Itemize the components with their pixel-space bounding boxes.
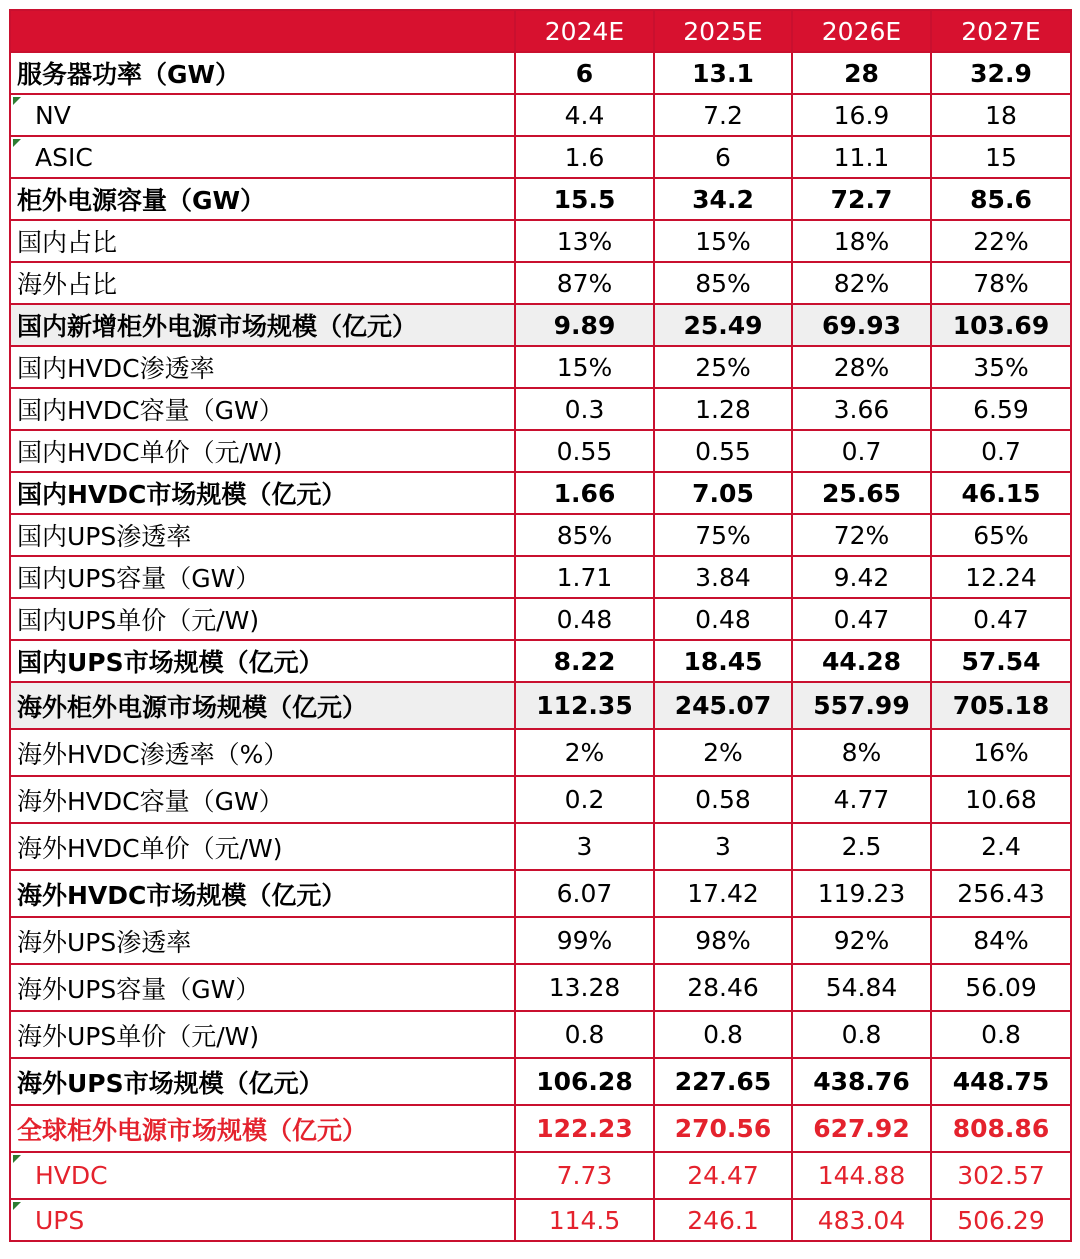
year-header-cell: 2027E [931, 10, 1071, 52]
value-cell: 9.89 [515, 304, 654, 346]
value-cell: 15% [654, 220, 792, 262]
row-label: 国内UPS容量（GW） [10, 556, 515, 598]
value-cell: 3 [654, 823, 792, 870]
value-cell: 65% [931, 514, 1071, 556]
value-cell: 0.8 [515, 1011, 654, 1058]
table-row [10, 220, 1071, 262]
row-label: 海外UPS单价（元/W) [10, 1011, 515, 1058]
value-cell: 92% [792, 917, 931, 964]
value-cell: 246.1 [654, 1199, 792, 1241]
table-row [10, 823, 1071, 870]
table-row [10, 472, 1071, 514]
value-cell: 0.7 [792, 430, 931, 472]
value-cell: 15.5 [515, 178, 654, 220]
value-cell: 12.24 [931, 556, 1071, 598]
row-label: 服务器功率（GW） [10, 52, 515, 94]
row-label: 海外HVDC容量（GW） [10, 776, 515, 823]
value-cell: 6.07 [515, 870, 654, 917]
value-cell: 144.88 [792, 1152, 931, 1199]
value-cell: 7.05 [654, 472, 792, 514]
value-cell: 13% [515, 220, 654, 262]
header-corner-cell [10, 10, 515, 52]
value-cell: 15% [515, 346, 654, 388]
value-cell: 9.42 [792, 556, 931, 598]
row-label: 国内UPS渗透率 [10, 514, 515, 556]
value-cell: 114.5 [515, 1199, 654, 1241]
value-cell: 0.55 [515, 430, 654, 472]
value-cell: 1.28 [654, 388, 792, 430]
row-label: 全球柜外电源市场规模（亿元） [10, 1105, 515, 1152]
row-label: 海外HVDC渗透率（%） [10, 729, 515, 776]
table-row [10, 1011, 1071, 1058]
value-cell: 72.7 [792, 178, 931, 220]
value-cell: 0.7 [931, 430, 1071, 472]
table-row [10, 304, 1071, 346]
value-cell: 112.35 [515, 682, 654, 729]
value-cell: 0.55 [654, 430, 792, 472]
value-cell: 227.65 [654, 1058, 792, 1105]
value-cell: 0.8 [792, 1011, 931, 1058]
row-label: HVDC [10, 1152, 515, 1199]
value-cell: 0.47 [792, 598, 931, 640]
value-cell: 2% [654, 729, 792, 776]
value-cell: 2% [515, 729, 654, 776]
value-cell: 54.84 [792, 964, 931, 1011]
row-label: 国内UPS市场规模（亿元） [10, 640, 515, 682]
year-header-cell: 2025E [654, 10, 792, 52]
value-cell: 16.9 [792, 94, 931, 136]
value-cell: 0.8 [654, 1011, 792, 1058]
value-cell: 16% [931, 729, 1071, 776]
value-cell: 0.8 [931, 1011, 1071, 1058]
value-cell: 3.84 [654, 556, 792, 598]
value-cell: 84% [931, 917, 1071, 964]
table-row [10, 640, 1071, 682]
value-cell: 448.75 [931, 1058, 1071, 1105]
value-cell: 85% [515, 514, 654, 556]
value-cell: 106.28 [515, 1058, 654, 1105]
value-cell: 87% [515, 262, 654, 304]
table-row [10, 262, 1071, 304]
value-cell: 11.1 [792, 136, 931, 178]
value-cell: 270.56 [654, 1105, 792, 1152]
value-cell: 72% [792, 514, 931, 556]
value-cell: 6 [654, 136, 792, 178]
value-cell: 8% [792, 729, 931, 776]
year-header-cell: 2026E [792, 10, 931, 52]
table-row [10, 1058, 1071, 1105]
table-row [10, 430, 1071, 472]
row-label: 海外占比 [10, 262, 515, 304]
value-cell: 32.9 [931, 52, 1071, 94]
table-row [10, 598, 1071, 640]
table-row [10, 556, 1071, 598]
value-cell: 256.43 [931, 870, 1071, 917]
value-cell: 46.15 [931, 472, 1071, 514]
value-cell: 1.66 [515, 472, 654, 514]
value-cell: 99% [515, 917, 654, 964]
header-row [10, 10, 1071, 52]
value-cell: 0.47 [931, 598, 1071, 640]
value-cell: 483.04 [792, 1199, 931, 1241]
value-cell: 82% [792, 262, 931, 304]
table-row [10, 917, 1071, 964]
value-cell: 13.1 [654, 52, 792, 94]
value-cell: 7.2 [654, 94, 792, 136]
value-cell: 75% [654, 514, 792, 556]
table-row [10, 514, 1071, 556]
row-label: 国内HVDC渗透率 [10, 346, 515, 388]
row-label: 柜外电源容量（GW） [10, 178, 515, 220]
row-label: ASIC [10, 136, 515, 178]
row-label: 海外UPS市场规模（亿元） [10, 1058, 515, 1105]
value-cell: 28.46 [654, 964, 792, 1011]
value-cell: 8.22 [515, 640, 654, 682]
row-label: 海外柜外电源市场规模（亿元） [10, 682, 515, 729]
value-cell: 1.71 [515, 556, 654, 598]
value-cell: 506.29 [931, 1199, 1071, 1241]
table-row [10, 388, 1071, 430]
row-label: 国内HVDC容量（GW） [10, 388, 515, 430]
value-cell: 24.47 [654, 1152, 792, 1199]
value-cell: 44.28 [792, 640, 931, 682]
value-cell: 3 [515, 823, 654, 870]
value-cell: 35% [931, 346, 1071, 388]
row-label: NV [10, 94, 515, 136]
value-cell: 6 [515, 52, 654, 94]
value-cell: 6.59 [931, 388, 1071, 430]
table-row [10, 1152, 1071, 1199]
value-cell: 78% [931, 262, 1071, 304]
table-row [10, 52, 1071, 94]
value-cell: 4.4 [515, 94, 654, 136]
value-cell: 25.65 [792, 472, 931, 514]
value-cell: 438.76 [792, 1058, 931, 1105]
value-cell: 0.48 [515, 598, 654, 640]
value-cell: 2.5 [792, 823, 931, 870]
table-row [10, 136, 1071, 178]
value-cell: 69.93 [792, 304, 931, 346]
row-label: 海外UPS容量（GW） [10, 964, 515, 1011]
value-cell: 28 [792, 52, 931, 94]
row-label: 海外UPS渗透率 [10, 917, 515, 964]
value-cell: 18% [792, 220, 931, 262]
market-size-table [9, 9, 1072, 1242]
value-cell: 103.69 [931, 304, 1071, 346]
value-cell: 3.66 [792, 388, 931, 430]
table-row [10, 1199, 1071, 1241]
value-cell: 557.99 [792, 682, 931, 729]
value-cell: 1.6 [515, 136, 654, 178]
value-cell: 18 [931, 94, 1071, 136]
value-cell: 119.23 [792, 870, 931, 917]
value-cell: 13.28 [515, 964, 654, 1011]
value-cell: 0.58 [654, 776, 792, 823]
row-label: UPS [10, 1199, 515, 1241]
value-cell: 28% [792, 346, 931, 388]
value-cell: 705.18 [931, 682, 1071, 729]
value-cell: 2.4 [931, 823, 1071, 870]
table-row [10, 964, 1071, 1011]
table-row [10, 729, 1071, 776]
value-cell: 7.73 [515, 1152, 654, 1199]
value-cell: 0.48 [654, 598, 792, 640]
row-label: 国内UPS单价（元/W) [10, 598, 515, 640]
value-cell: 245.07 [654, 682, 792, 729]
table-row [10, 178, 1071, 220]
table-row [10, 682, 1071, 729]
row-label: 国内HVDC单价（元/W) [10, 430, 515, 472]
row-label: 海外HVDC市场规模（亿元） [10, 870, 515, 917]
value-cell: 98% [654, 917, 792, 964]
value-cell: 22% [931, 220, 1071, 262]
row-label: 国内占比 [10, 220, 515, 262]
table-row [10, 94, 1071, 136]
row-label: 国内HVDC市场规模（亿元） [10, 472, 515, 514]
value-cell: 122.23 [515, 1105, 654, 1152]
value-cell: 85.6 [931, 178, 1071, 220]
row-label: 国内新增柜外电源市场规模（亿元） [10, 304, 515, 346]
value-cell: 0.3 [515, 388, 654, 430]
value-cell: 17.42 [654, 870, 792, 917]
row-label: 海外HVDC单价（元/W) [10, 823, 515, 870]
value-cell: 57.54 [931, 640, 1071, 682]
value-cell: 15 [931, 136, 1071, 178]
value-cell: 85% [654, 262, 792, 304]
table-row [10, 870, 1071, 917]
value-cell: 4.77 [792, 776, 931, 823]
value-cell: 0.2 [515, 776, 654, 823]
value-cell: 302.57 [931, 1152, 1071, 1199]
value-cell: 56.09 [931, 964, 1071, 1011]
table-row [10, 1105, 1071, 1152]
table-row [10, 346, 1071, 388]
table-row [10, 776, 1071, 823]
value-cell: 10.68 [931, 776, 1071, 823]
value-cell: 627.92 [792, 1105, 931, 1152]
value-cell: 18.45 [654, 640, 792, 682]
value-cell: 34.2 [654, 178, 792, 220]
year-header-cell: 2024E [515, 10, 654, 52]
value-cell: 25% [654, 346, 792, 388]
value-cell: 25.49 [654, 304, 792, 346]
value-cell: 808.86 [931, 1105, 1071, 1152]
